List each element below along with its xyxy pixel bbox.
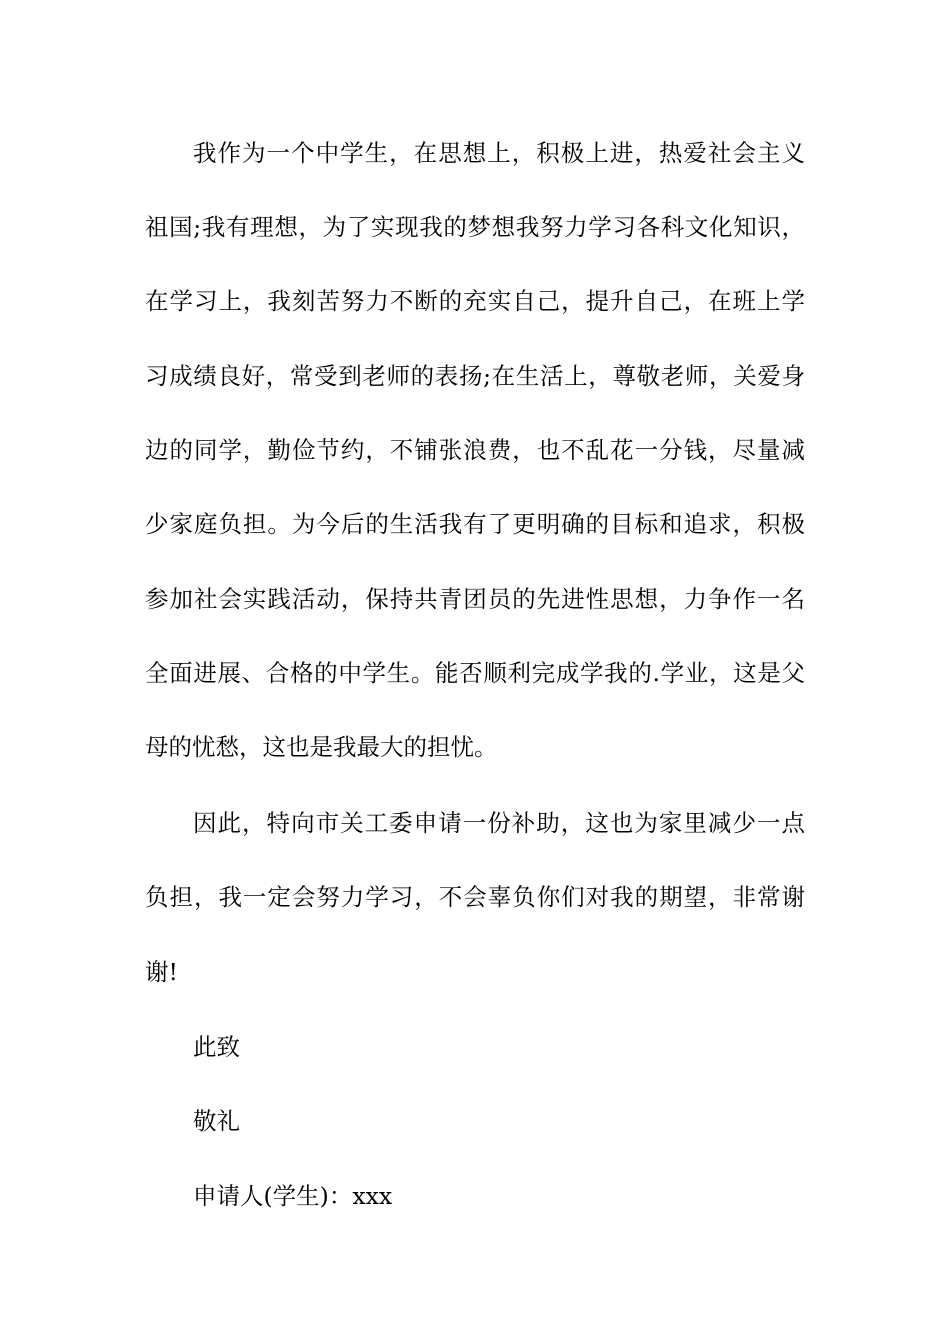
paragraph-1-line-8: 全面进展、合格的中学生。能否顺利完成学我的.学业，这是父 (145, 659, 805, 687)
paragraph-2-line-1: 因此，特向市关工委申请一份补助，这也为家里减少一点 (193, 809, 805, 837)
paragraph-1-line-5: 边的同学，勤俭节约，不铺张浪费，也不乱花一分钱，尽量减 (145, 436, 805, 464)
paragraph-1-line-2: 祖国;我有理想，为了实现我的梦想我努力学习各科文化知识， (145, 213, 805, 241)
paragraph-1-line-9: 母的忧愁，这也是我最大的担忧。 (145, 733, 498, 761)
closing-regards: 敬礼 (193, 1107, 240, 1135)
paragraph-1-line-4: 习成绩良好，常受到老师的表扬;在生活上，尊敬老师，关爱身 (145, 362, 805, 390)
paragraph-2-line-3: 谢! (145, 958, 178, 986)
paragraph-1-line-1: 我作为一个中学生，在思想上，积极上进，热爱社会主义 (193, 139, 805, 167)
paragraph-1-line-3: 在学习上，我刻苦努力不断的充实自己，提升自己，在班上学 (145, 287, 805, 315)
paragraph-2-line-2: 负担，我一定会努力学习，不会辜负你们对我的期望，非常谢 (145, 883, 805, 911)
applicant-signature: 申请人(学生)：xxx (193, 1182, 393, 1210)
closing-salutation: 此致 (193, 1033, 240, 1061)
paragraph-1-line-6: 少家庭负担。为今后的生活我有了更明确的目标和追求，积极 (145, 510, 805, 538)
paragraph-1-line-7: 参加社会实践活动，保持共青团员的先进性思想，力争作一名 (145, 585, 805, 613)
